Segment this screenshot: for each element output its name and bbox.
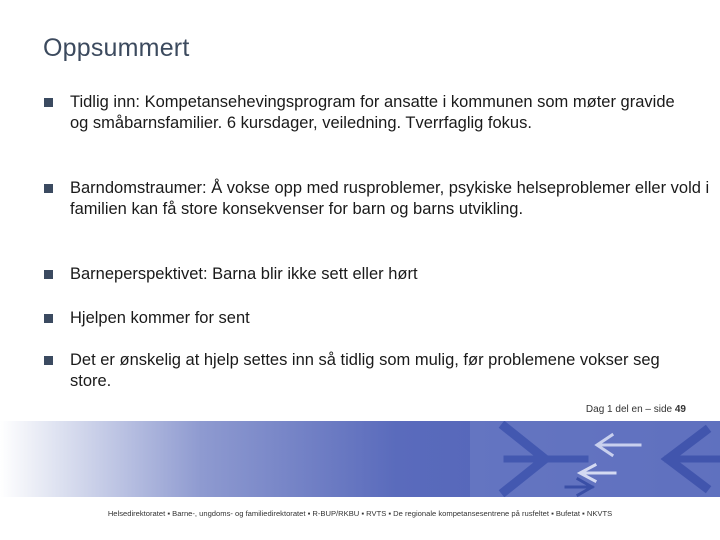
bullet-text: Barndomstraumer: Å vokse opp med rusproblemer, psykiske helseproblemer eller vold i familien kan få store konsekvenser for barn og barns utvikling. bbox=[70, 179, 710, 218]
square-bullet-icon bbox=[44, 98, 53, 107]
slide-title: Oppsummert bbox=[43, 34, 190, 62]
page-number: 49 bbox=[674, 404, 686, 415]
bullet-text: Det er ønskelig at hjelp settes inn så tidlig som mulig, før problemene vokser seg store. bbox=[70, 351, 660, 390]
square-bullet-icon bbox=[44, 356, 53, 365]
decorative-band bbox=[0, 421, 720, 497]
square-bullet-icon bbox=[44, 184, 53, 193]
bullet-text: Barneperspektivet: Barna blir ikke sett eller hørt bbox=[70, 265, 418, 283]
bullet-item bbox=[44, 308, 710, 329]
bullet-item bbox=[44, 264, 710, 285]
bullet-item bbox=[44, 92, 690, 133]
square-bullet-icon bbox=[44, 270, 53, 279]
square-bullet-icon bbox=[44, 314, 53, 323]
arrows-graphic bbox=[0, 421, 720, 497]
bullet-item bbox=[44, 350, 690, 391]
bullet-text: Hjelpen kommer for sent bbox=[70, 309, 250, 327]
footer-organizations: Helsedirektoratet ▪ Barne-, ungdoms- og familiedirektoratet ▪ R-BUP/RKBU ▪ RVTS ▪ De regionale kompetansesentrene på rusfeltet ▪ Bufetat ▪ NKVTS bbox=[107, 509, 613, 518]
page-reference bbox=[586, 404, 686, 415]
bullet-item bbox=[44, 178, 710, 219]
page-reference-label: Dag 1 del en – side bbox=[585, 404, 673, 415]
bullet-text: Tidlig inn: Kompetansehevingsprogram for ansatte i kommunen som møter gravide og småbarnsfamilier. 6 kursdager, veiledning. Tverrfaglig fokus. bbox=[70, 93, 675, 132]
